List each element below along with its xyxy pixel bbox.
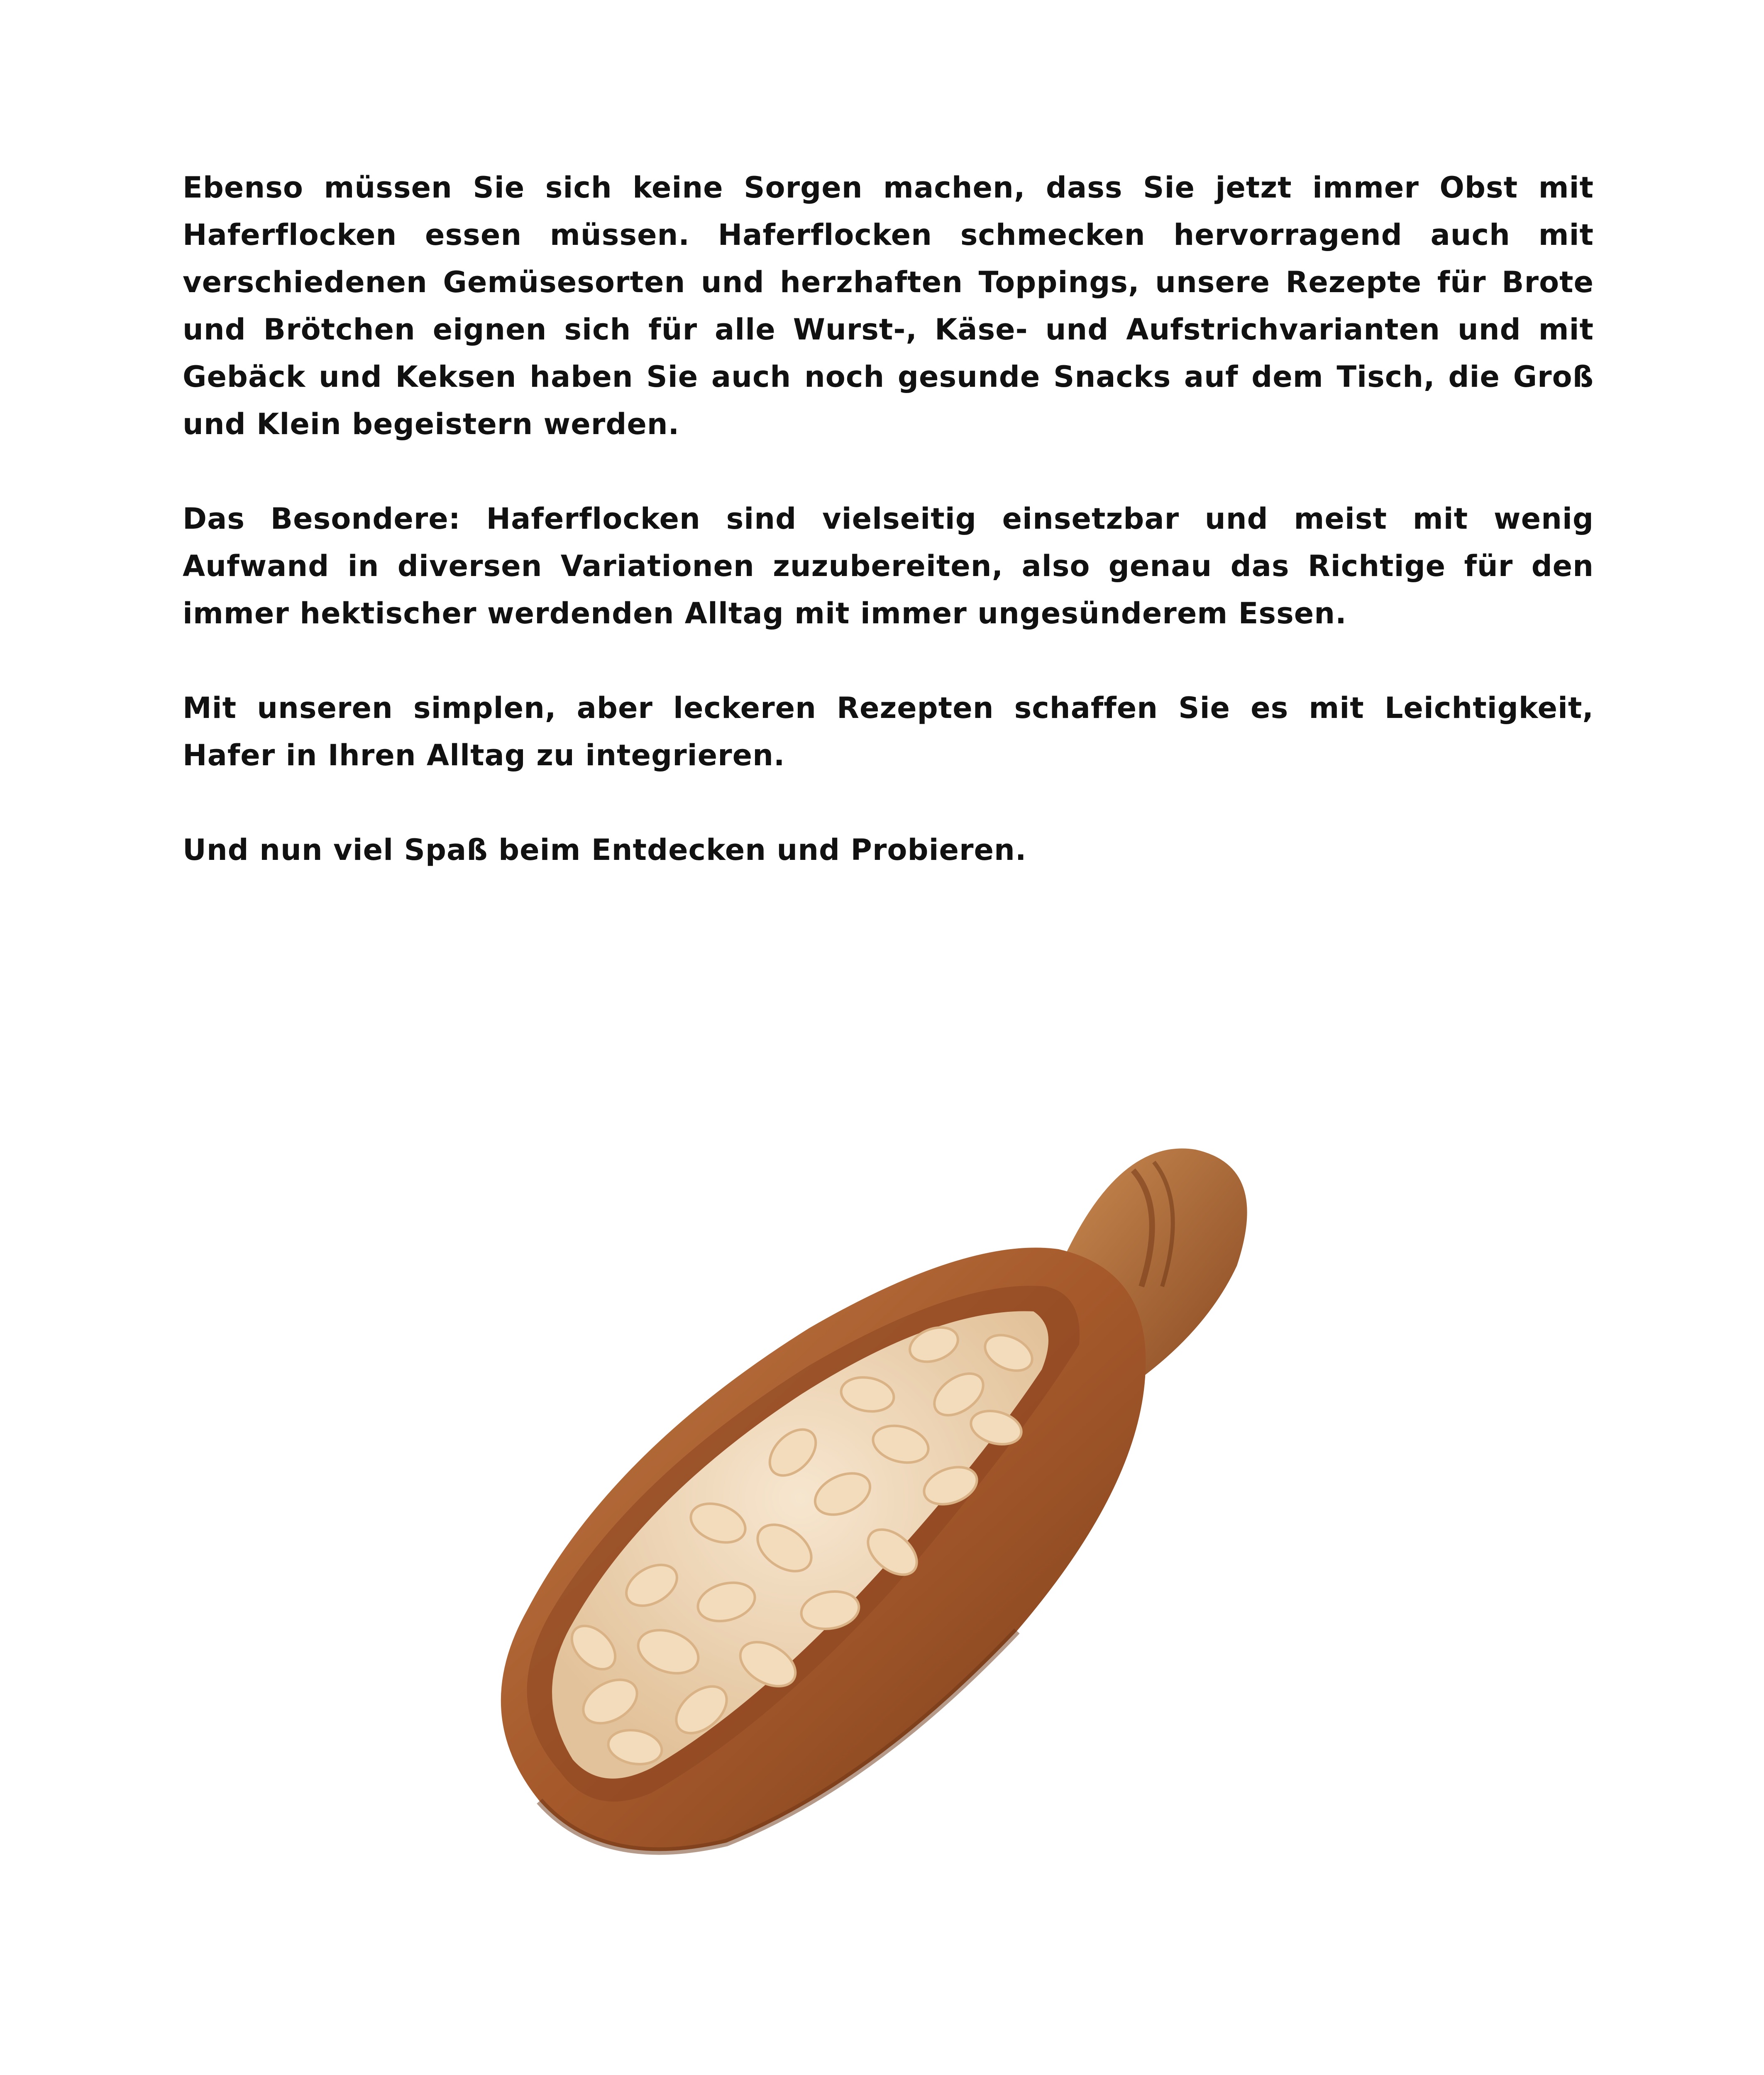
oat-scoop-photo — [436, 1112, 1349, 1901]
body-text — [183, 164, 1594, 874]
paragraph-4: Und nun viel Spaß beim Entdecken und Probieren. — [183, 833, 1027, 867]
paragraph-1: Ebenso müssen Sie sich keine Sorgen machen, dass Sie jetzt immer Obst mit Haferflocken essen müssen. Haferflocken schmecken hervorragend auch mit verschiedenen Gemüsesorten und herzhaften Toppings, unsere Rezepte für Brote und Brötchen eignen sich für alle Wurst-, Käse- und Aufstrichvarianten und mit Gebäck und Keksen haben Sie auch noch gesunde Snacks auf dem Tisch, die Groß und Klein begeistern werden. — [183, 171, 1594, 441]
paragraph-2: Das Besondere: Haferflocken sind vielseitig einsetzbar und meist mit wenig Aufwand in diversen Variationen zuzubereiten, also genau das Richtige für den immer hektischer werdenden Alltag mit immer ungesünderem Essen. — [183, 502, 1594, 630]
paragraph-3: Mit unseren simplen, aber leckeren Rezepten schaffen Sie es mit Leichtigkeit, Hafer in Ihren Alltag zu integrieren. — [183, 691, 1594, 772]
